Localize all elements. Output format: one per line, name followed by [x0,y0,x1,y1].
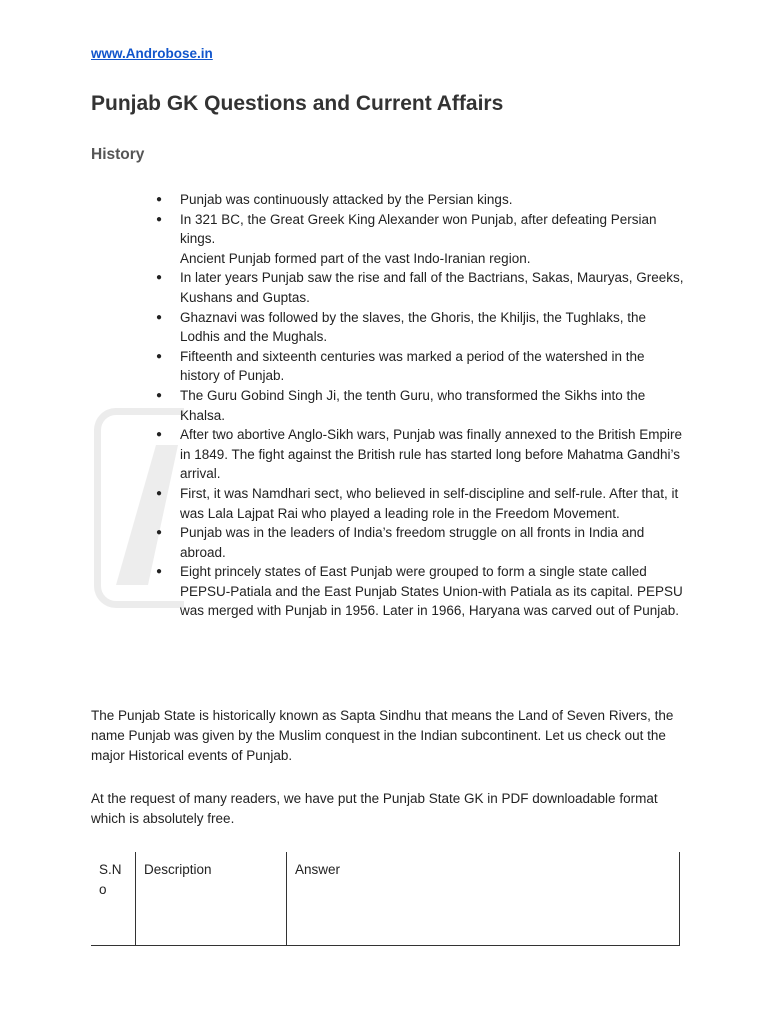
list-item: ● The Guru Gobind Singh Ji, the tenth Guru, who transformed the Sikhs into the Khalsa. [156,386,686,425]
list-item: ● Eight princely states of East Punjab were grouped to form a single state called PEPSU-Patiala and the East Punjab States Union-with Patiala as its capital. PEPSU was merged with Punjab in 1956. Later in 1966, Haryana was carved out of Punjab. [156,562,686,621]
section-heading-history: History [91,146,145,163]
list-item: ● First, it was Namdhari sect, who believed in self-discipline and self-rule. After that, it was Lala Lajpat Rai who played a leading role in the Freedom Movement. [156,484,686,523]
table-header-answer: Answer [287,852,680,946]
intro-paragraph: The Punjab State is historically known as Sapta Sindhu that means the Land of Seven Rivers, the name Punjab was given by the Muslim conquest in the Indian subcontinent. Let us check out the major Historical events of Punjab. [91,708,674,763]
list-item: ● Punjab was in the leaders of India’s freedom struggle on all fronts in India and abroad. [156,523,686,562]
gk-table [91,852,680,946]
list-item: ● Ghaznavi was followed by the slaves, the Ghoris, the Khiljis, the Tughlaks, the Lodhis and the Mughals. [156,308,686,347]
table-header-sno: S.N o [91,852,136,946]
list-item-subline: Ancient Punjab formed part of the vast Indo-Iranian region. [180,250,531,266]
pdf-note-paragraph: At the request of many readers, we have put the Punjab State GK in PDF downloadable format which is absolutely free. [91,791,658,826]
history-list [156,190,686,621]
list-item: ● In later years Punjab saw the rise and fall of the Bactrians, Sakas, Mauryas, Greeks, Kushans and Guptas. [156,268,686,307]
list-item: ● In 321 BC, the Great Greek King Alexander won Punjab, after defeating Persian kings. Ancient Punjab formed part of the vast Indo-Iranian region. [156,210,686,269]
list-item: ● After two abortive Anglo-Sikh wars, Punjab was finally annexed to the British Empire in 1849. The fight against the British rule has started long before Mahatma Gandhi’s arrival. [156,425,686,484]
table-header-row [91,852,680,946]
table-header-description: Description [136,852,287,946]
page-title: Punjab GK Questions and Current Affairs [91,92,504,115]
list-item: ● Punjab was continuously attacked by the Persian kings. [156,190,686,210]
site-link[interactable]: www.Androbose.in [91,46,213,61]
list-item: ● Fifteenth and sixteenth centuries was marked a period of the watershed in the history of Punjab. [156,347,686,386]
